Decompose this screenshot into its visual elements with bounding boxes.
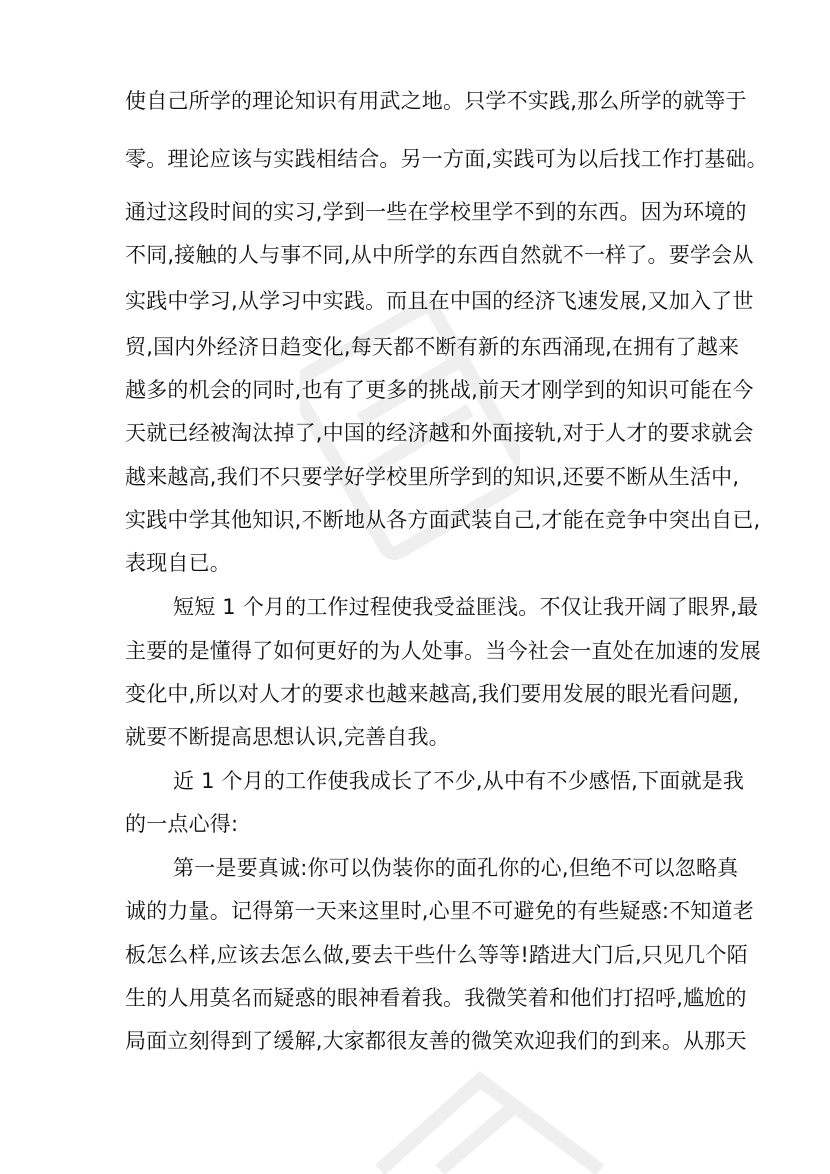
text-line: 生的人用莫名而疑惑的眼神看着我。我微笑着和他们打招呼,尴尬的 <box>125 986 747 1010</box>
text-line: 不同,接触的人与事不同,从中所学的东西自然就不一样了。要学会从 <box>125 243 754 267</box>
text-line: 实践中学其他知识,不断地从各方面武装自己,才能在竞争中突出自已, <box>125 508 761 532</box>
text-line: 实践中学习,从学习中实践。而且在中国的经济飞速发展,又加入了世 <box>125 289 754 313</box>
text-line: 天就已经被淘汰掉了,中国的经济越和外面接轨,对于人才的要求就会 <box>125 421 754 445</box>
text-line: 越来越高,我们不只要学好学校里所学到的知识,还要不断从生活中, <box>125 465 740 489</box>
paragraph-first-line: 短短 1 个月的工作过程使我受益匪浅。不仅让我开阔了眼界,最 <box>173 595 759 619</box>
paragraph-first-line: 近 1 个月的工作使我成长了不少,从中有不少感悟,下面就是我 <box>173 769 745 793</box>
text-line: 主要的是懂得了如何更好的为人处事。当今社会一直处在加速的发展 <box>125 639 761 663</box>
text-line: 贸,国内外经济日趋变化,每天都不断有新的东西涌现,在拥有了越来 <box>125 335 740 359</box>
text-line: 局面立刻得到了缓解,大家都很友善的微笑欢迎我们的到来。从那天 <box>125 1029 747 1053</box>
text-line: 板怎么样,应该去怎么做,要去干些什么等等!踏进大门后,只见几个陌 <box>125 943 748 967</box>
text-line: 通过这段时间的实习,学到一些在学校里学不到的东西。因为环境的 <box>125 200 747 224</box>
text-line: 的一点心得: <box>125 812 239 836</box>
text-line: 越多的机会的同时,也有了更多的挑战,前天才刚学到的知识可能在今 <box>125 378 754 402</box>
text-line: 变化中,所以对人才的要求也越来越高,我们要用发展的眼光看问题, <box>125 682 740 706</box>
text-line: 使自己所学的理论知识有用武之地。只学不实践,那么所学的就等于 <box>125 89 747 113</box>
text-line: 就要不断提高思想认识,完善自我。 <box>125 725 450 749</box>
text-line: 零。理论应该与实践相结合。另一方面,实践可为以后找工作打基础。 <box>125 147 768 171</box>
paragraph-first-line: 第一是要真诚:你可以伪装你的面孔你的心,但绝不可以忽略真 <box>173 856 739 880</box>
text-line: 表现自已。 <box>125 551 231 575</box>
text-line: 诚的力量。记得第一天来这里时,心里不可避免的有些疑惑:不知道老 <box>125 899 754 923</box>
watermark-logo-bottom <box>360 1060 620 1174</box>
